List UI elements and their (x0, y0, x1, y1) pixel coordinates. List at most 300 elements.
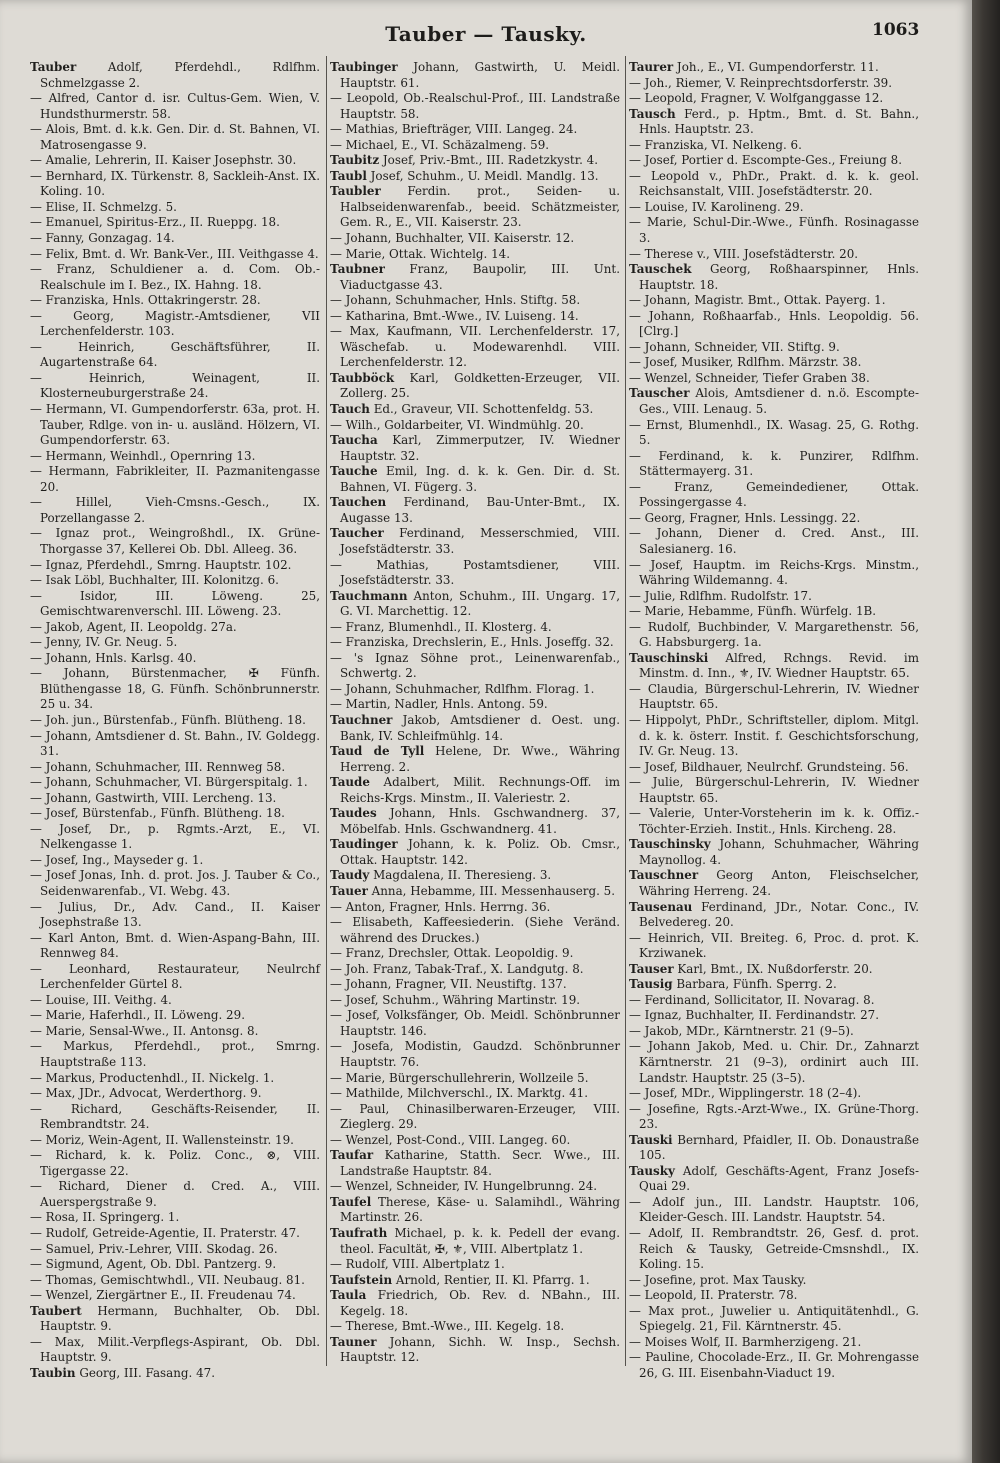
entry-details: Georg Anton, Fleischselcher, Währing Herreng. 24. (639, 868, 919, 898)
directory-entry (330, 1226, 620, 1257)
entry-details: Georg, Roßhaarspinner, Hnls. Hauptstr. 18. (639, 262, 919, 292)
directory-entry (30, 620, 320, 636)
directory-entry (30, 495, 320, 526)
directory-entry (30, 931, 320, 962)
directory-entry (30, 371, 320, 402)
entry-details: — Franz, Gemeindediener, Ottak. Possingergasse 4. (629, 479, 919, 510)
entry-surname: Taudy (330, 868, 370, 883)
directory-entry (629, 962, 919, 978)
entry-details: — Claudia, Bürgerschul-Lehrerin, IV. Wiedner Hauptstr. 65. (629, 681, 919, 712)
column-1 (30, 60, 320, 1381)
entry-details: — Markus, Pferdehdl., prot., Smrng. Hauptstraße 113. (30, 1039, 320, 1069)
directory-entry (30, 309, 320, 340)
directory-entry (629, 262, 919, 293)
directory-entry (629, 900, 919, 931)
directory-entry (30, 1071, 320, 1087)
entry-details: — Felix, Bmt. d. Wr. Bank-Ver., III. Veithgasse 4. (30, 246, 319, 261)
entry-details: — 's Ignaz Söhne prot., Leinenwarenfab., Schwertg. 2. (330, 650, 620, 681)
directory-entry (629, 1102, 919, 1133)
entry-details: — Josef, MDr., Wipplingerstr. 18 (2–4). (629, 1086, 862, 1101)
entry-details: — Josefine, prot. Max Tausky. (629, 1272, 807, 1287)
directory-entry (330, 1288, 620, 1319)
directory-entry (30, 775, 320, 791)
entry-details: — Heinrich, VII. Breiteg. 6, Proc. d. prot. K. Krziwanek. (629, 930, 919, 961)
entry-details: — Marie, Hebamme, Fünfh. Würfelg. 1B. (629, 604, 877, 619)
entry-details: — Johann, Schuhmacher, Hnls. Stiftg. 58. (330, 293, 581, 308)
entry-surname: Taufel (330, 1194, 372, 1209)
entry-surname: Taubitz (330, 153, 380, 168)
directory-entry (30, 1304, 320, 1335)
entry-details: — Therese, Bmt.-Wwe., III. Kegelg. 18. (330, 1319, 565, 1334)
directory-entry (30, 60, 320, 91)
entry-details: — Johann, Schuhmacher, III. Rennweg 58. (30, 759, 286, 774)
directory-entry (330, 184, 620, 231)
directory-entry (30, 1086, 320, 1102)
entry-details: — Ignaz prot., Weingroßhdl., IX. Grüne-Thorgasse 37, Kellerei Ob. Dbl. Alleeg. 36. (30, 526, 320, 556)
entry-details: Adolf, Geschäfts-Agent, Franz Josefs-Quai 29. (639, 1163, 919, 1194)
entry-details: — Ignaz, Buchhalter, II. Ferdinandstr. 27. (629, 1008, 879, 1023)
entry-details: — Adolf jun., III. Landstr. Hauptstr. 106, Kleider-Gesch. III. Landstr. Hauptstr. 54. (629, 1194, 919, 1225)
directory-entry (629, 682, 919, 713)
entry-details: — Johann, Roßhaarfab., Hnls. Leopoldig. 56. [Clrg.] (629, 308, 919, 339)
directory-entry (30, 464, 320, 495)
entry-surname: Taufrath (330, 1226, 388, 1241)
entry-details: Ferdinand, Messerschmied, VIII. Josefstädterstr. 33. (340, 526, 620, 556)
directory-entry (330, 1273, 620, 1289)
entry-details: — Wenzel, Post-Cond., VIII. Langeg. 60. (330, 1132, 571, 1147)
entry-details: — Wenzel, Schneider, Tiefer Graben 38. (629, 370, 870, 385)
directory-entry (30, 1024, 320, 1040)
entry-details: Georg, III. Fasang. 47. (75, 1365, 215, 1380)
entry-details: — Michael, E., VI. Schäzalmeng. 59. (330, 137, 550, 152)
entry-details: — Wenzel, Ziergärtner E., II. Freudenau 74. (30, 1288, 296, 1303)
directory-entry (30, 200, 320, 216)
entry-surname: Taubert (30, 1303, 82, 1318)
directory-entry (330, 153, 620, 169)
entry-details: — Josef, Schuhm., Währing Martinstr. 19. (330, 992, 581, 1007)
directory-entry (629, 169, 919, 200)
entry-details: Adolf, Pferdehdl., Rdlfhm. Schmelzgasse 2. (40, 60, 320, 90)
entry-details: — Johann, Schneider, VII. Stiftg. 9. (629, 339, 840, 354)
directory-entry (30, 1148, 320, 1179)
directory-entry (629, 480, 919, 511)
directory-entry (30, 760, 320, 776)
directory-entry (629, 153, 919, 169)
entry-details: — Hermann, VI. Gumpendorferstr. 63a, prot. H. Tauber, Rdlge. von in- u. ausländ. Hölzern, VI. Gumpendorferstr. 63. (30, 402, 320, 448)
entry-details: Magdalena, II. Theresieng. 3. (369, 868, 552, 883)
directory-entry (629, 355, 919, 371)
entry-details: — Julius, Dr., Adv. Cand., II. Kaiser Josephstraße 13. (30, 899, 320, 930)
directory-entry (330, 433, 620, 464)
directory-entry (330, 231, 620, 247)
entry-details: — Joh. jun., Bürstenfab., Fünfh. Blütheng. 18. (30, 712, 306, 727)
entry-details: — Leonhard, Restaurateur, Neulrchf Lerchenfelder Gürtel 8. (30, 961, 320, 992)
entry-details: Bernhard, Pfaidler, II. Ob. Donaustraße 105. (639, 1132, 919, 1163)
entry-details: — Ferdinand, Sollicitator, II. Novarag. 8. (629, 992, 875, 1007)
entry-surname: Tauchmann (330, 588, 408, 603)
entry-details: — Joh. Franz, Tabak-Traf., X. Landgutg. 8. (330, 961, 584, 976)
directory-entry (330, 91, 620, 122)
entry-surname: Tauber (30, 60, 77, 74)
entry-surname: Tausky (629, 1163, 675, 1178)
entry-details: Franz, Baupolir, III. Unt. Viaductgasse 43. (340, 262, 620, 292)
entry-details: — Johann, Diener d. Cred. Anst., III. Salesianerg. 16. (629, 526, 919, 556)
directory-entry (330, 60, 620, 91)
directory-entry (30, 900, 320, 931)
entry-details: — Franz, Drechsler, Ottak. Leopoldig. 9. (330, 946, 574, 961)
directory-entry (330, 744, 620, 775)
directory-entry (629, 449, 919, 480)
entry-details: Therese, Käse- u. Salamihdl., Währing Martinstr. 26. (340, 1194, 620, 1225)
directory-entry (30, 215, 320, 231)
entry-details: — Adolf, II. Rembrandtstr. 26, Gesf. d. prot. Reich & Tausky, Getreide-Cmsnshdl., IX. Koling. 15. (629, 1226, 919, 1272)
entry-details: — Alois, Bmt. d. k.k. Gen. Dir. d. St. Bahnen, VI. Matrosengasse 9. (30, 122, 320, 152)
directory-entry (629, 1273, 919, 1289)
entry-surname: Tauschek (629, 262, 692, 277)
directory-entry (30, 231, 320, 247)
entry-details: Karl, Bmt., IX. Nußdorferstr. 20. (673, 961, 873, 976)
directory-entry (330, 993, 620, 1009)
entry-details: — Bernhard, IX. Türkenstr. 8, Sackleih-Anst. IX. Koling. 10. (30, 168, 320, 199)
entry-surname: Taucher (330, 526, 384, 541)
entry-details: — Rudolf, Buchbinder, V. Margarethenstr. 56, G. Habsburgerg. 1a. (629, 619, 919, 650)
directory-entry (30, 1288, 320, 1304)
column-3 (629, 60, 919, 1381)
entry-details: — Martin, Nadler, Hnls. Antong. 59. (330, 697, 548, 712)
directory-entry (30, 1242, 320, 1258)
directory-entry (629, 1304, 919, 1335)
directory-entry (30, 449, 320, 465)
entry-surname: Tauer (330, 883, 368, 898)
entry-details: — Marie, Ottak. Wichtelg. 14. (330, 246, 511, 261)
entry-surname: Taubin (30, 1365, 76, 1380)
directory-entry (629, 620, 919, 651)
entry-details: Josef, Priv.-Bmt., III. Radetzkystr. 4. (379, 153, 598, 168)
entry-surname: Taubl (330, 168, 367, 183)
directory-entry (629, 309, 919, 340)
directory-entry (629, 713, 919, 760)
directory-entry (330, 1195, 620, 1226)
entry-details: — Johann, Magistr. Bmt., Ottak. Payerg. 1. (629, 293, 886, 308)
directory-entry (330, 713, 620, 744)
entry-details: — Hermann, Fabrikleiter, II. Pazmanitengasse 20. (30, 464, 320, 494)
entry-details: — Fanny, Gonzagag. 14. (30, 231, 175, 246)
entry-details: — Katharina, Bmt.-Wwe., IV. Luiseng. 14. (330, 308, 579, 323)
directory-entry (30, 1366, 320, 1382)
entry-surname: Taufar (330, 1148, 374, 1163)
entry-details: — Elisabeth, Kaffeesiederin. (Siehe Veränd. während des Druckes.) (330, 915, 620, 945)
directory-entry (30, 340, 320, 371)
entry-details: Ferdinand, JDr., Notar. Conc., IV. Belvedereg. 20. (639, 899, 919, 930)
directory-entry (330, 1319, 620, 1335)
entry-details: — Ernst, Blumenhdl., IX. Wasag. 25, G. Rothg. 5. (629, 417, 919, 448)
directory-entry (330, 806, 620, 837)
entry-details: Karl, Goldketten-Erzeuger, VII. Zollerg. 25. (340, 370, 620, 401)
entry-details: Jakob, Amtsdiener d. Oest. ung. Bank, IV. Schleifmühlg. 14. (340, 712, 620, 743)
directory-entry (330, 697, 620, 713)
entry-details: — Franziska, Drechslerin, E., Hnls. Joseffg. 32. (330, 635, 614, 650)
entry-surname: Tauschner (629, 868, 699, 883)
directory-entry (30, 962, 320, 993)
entry-details: — Isak Löbl, Buchhalter, III. Kolonitzg. 6. (30, 573, 279, 588)
directory-entry (330, 837, 620, 868)
directory-entry (330, 247, 620, 263)
entry-details: — Max, Kaufmann, VII. Lerchenfelderstr. 17, Wäschefab. u. Modewarenhdl. VIII. Lerchenfelderstr. 12. (330, 324, 620, 370)
directory-entry (330, 122, 620, 138)
directory-entry (330, 526, 620, 557)
entry-details: — Karl Anton, Bmt. d. Wien-Aspang-Bahn, III. Rennweg 84. (30, 930, 320, 961)
entry-details: — Heinrich, Weinagent, II. Klosterneuburgerstraße 24. (30, 370, 320, 401)
directory-entry (629, 1133, 919, 1164)
entry-surname: Tauchner (330, 712, 393, 727)
directory-entry (629, 1086, 919, 1102)
directory-entry (330, 169, 620, 185)
directory-entry (629, 511, 919, 527)
entry-details: — Hillel, Vieh-Cmsns.-Gesch., IX. Porzellangasse 2. (30, 495, 320, 525)
directory-entry (30, 713, 320, 729)
directory-entry (30, 868, 320, 899)
directory-entry (30, 91, 320, 122)
entry-details: — Louise, IV. Karolineng. 29. (629, 199, 804, 214)
entry-details: — Franziska, Hnls. Ottakringerstr. 28. (30, 293, 261, 308)
entry-details: — Johann, Gastwirth, VIII. Lercheng. 13. (30, 790, 277, 805)
entry-details: Johann, Schuhmacher, Währing Maynollog. 4. (639, 837, 919, 867)
directory-entry (30, 526, 320, 557)
entry-details: — Josef, Dr., p. Rgmts.-Arzt, E., VI. Nelkengasse 1. (30, 821, 320, 852)
directory-entry (330, 402, 620, 418)
directory-entry (30, 1226, 320, 1242)
directory-entry (629, 931, 919, 962)
entry-surname: Taufstein (330, 1272, 393, 1287)
directory-entry (30, 822, 320, 853)
column-2 (330, 60, 620, 1366)
directory-entry (629, 604, 919, 620)
entry-details: — Marie, Bürgerschullehrerin, Wollzeile 5. (330, 1070, 589, 1085)
directory-entry (629, 806, 919, 837)
directory-entry (330, 900, 620, 916)
directory-entry (629, 775, 919, 806)
entry-surname: Taudinger (330, 837, 398, 852)
entry-details: Ferdinand, Bau-Unter-Bmt., IX. Augasse 13. (340, 495, 620, 525)
directory-entry (629, 247, 919, 263)
directory-entry (330, 495, 620, 526)
entry-surname: Taucha (330, 433, 378, 448)
entry-details: — Leopold, Ob.-Realschul-Prof., III. Landstraße Hauptstr. 58. (330, 91, 620, 121)
entry-details: — Valerie, Unter-Vorsteherin im k. k. Offiz.-Töchter-Erzieh. Instit., Hnls. Kircheng. 28. (629, 806, 919, 836)
directory-entry (629, 837, 919, 868)
entry-surname: Tauchen (330, 495, 387, 510)
directory-entry (330, 1008, 620, 1039)
directory-entry (30, 169, 320, 200)
entry-details: — Johann, Buchhalter, VII. Kaiserstr. 12. (330, 231, 575, 246)
entry-details: — Markus, Productenhdl., II. Nickelg. 1. (30, 1070, 275, 1085)
entry-details: — Wenzel, Schneider, IV. Hungelbrunng. 24. (330, 1179, 598, 1194)
entry-details: — Franz, Schuldiener a. d. Com. Ob.-Realschule im I. Bez., IX. Hahng. 18. (30, 262, 320, 292)
entry-details: Josef, Schuhm., U. Meidl. Mandlg. 13. (366, 168, 599, 183)
directory-entry (30, 651, 320, 667)
directory-entry (330, 324, 620, 371)
entry-details: — Marie, Schul-Dir.-Wwe., Fünfh. Rosinagasse 3. (629, 215, 919, 246)
directory-entry (330, 1102, 620, 1133)
entry-details: Emil, Ing. d. k. k. Gen. Dir. d. St. Bahnen, VI. Fügerg. 3. (340, 464, 620, 494)
directory-entry (629, 1226, 919, 1273)
directory-entry (330, 1039, 620, 1070)
directory-entry (330, 977, 620, 993)
directory-entry (330, 293, 620, 309)
entry-details: Anna, Hebamme, III. Messenhauserg. 5. (367, 883, 615, 898)
directory-entry (330, 464, 620, 495)
entry-details: — Rosa, II. Springerg. 1. (30, 1210, 180, 1225)
directory-entry (629, 760, 919, 776)
directory-entry (330, 262, 620, 293)
directory-entry (629, 200, 919, 216)
entry-surname: Taubner (330, 262, 385, 277)
directory-entry (30, 293, 320, 309)
directory-entry (629, 589, 919, 605)
directory-entry (30, 153, 320, 169)
directory-entry (629, 91, 919, 107)
directory-entry (629, 1164, 919, 1195)
directory-entry (30, 1335, 320, 1366)
entry-details: — Mathias, Postamtsdiener, VIII. Josefstädterstr. 33. (330, 557, 620, 588)
entry-details: Ferd., p. Hptm., Bmt. d. St. Bahn., Hnls. Hauptstr. 23. (639, 106, 919, 137)
entry-surname: Tausig (629, 977, 673, 992)
directory-entry (330, 962, 620, 978)
entry-details: — Mathias, Briefträger, VIII. Langeg. 24. (330, 122, 578, 137)
directory-entry (629, 977, 919, 993)
directory-entry (330, 884, 620, 900)
entry-details: Alois, Amtsdiener d. n.ö. Escompte-Ges., VIII. Lenaug. 5. (639, 386, 919, 417)
directory-entry (629, 293, 919, 309)
entry-details: — Wilh., Goldarbeiter, VI. Windmühlg. 20. (330, 417, 584, 432)
directory-entry (330, 1071, 620, 1087)
directory-entry (330, 589, 620, 620)
directory-entry (30, 635, 320, 651)
directory-entry (629, 215, 919, 246)
directory-entry (30, 262, 320, 293)
entry-details: — Max, JDr., Advocat, Werderthorg. 9. (30, 1086, 262, 1101)
directory-entry (629, 651, 919, 682)
entry-details: — Pauline, Chocolade-Erz., II. Gr. Mohrengasse 26, G. III. Eisenbahn-Viaduct 19. (629, 1350, 919, 1380)
directory-entry (30, 791, 320, 807)
entry-details: — Johann, Fragner, VII. Neustiftg. 137. (330, 977, 567, 992)
directory-entry (330, 1257, 620, 1273)
entry-details: — Josef Jonas, Inh. d. prot. Jos. J. Tauber & Co., Seidenwarenfab., VI. Webg. 43. (30, 868, 320, 898)
directory-entry (629, 558, 919, 589)
entry-details: — Max prot., Juwelier u. Antiquitätenhdl., G. Spiegelg. 21, Fil. Kärntnerstr. 45. (629, 1303, 919, 1334)
entry-details: — Jakob, MDr., Kärntnerstr. 21 (9–5). (629, 1023, 854, 1038)
directory-entry (629, 60, 919, 76)
directory-entry (629, 993, 919, 1009)
directory-entry (629, 418, 919, 449)
directory-entry (330, 775, 620, 806)
directory-entry (330, 1179, 620, 1195)
entry-details: — Rudolf, VIII. Albertplatz 1. (330, 1257, 505, 1272)
entry-details: — Josef, Volksfänger, Ob. Meidl. Schönbrunner Hauptstr. 146. (330, 1008, 620, 1038)
directory-entry (30, 666, 320, 713)
entry-details: Ferdin. prot., Seiden- u. Halbseidenwarenfab., beeid. Schätzmeister, Gem. R., E., VII. Kaiserstr. 23. (340, 184, 620, 230)
entry-surname: Taula (330, 1288, 367, 1303)
entry-details: — Leopold, II. Praterstr. 78. (629, 1288, 798, 1303)
entry-surname: Tauschinsky (629, 837, 711, 852)
entry-details: — Josef, Bildhauer, Neulrchf. Grundsteing. 56. (629, 759, 909, 774)
directory-entry (30, 1008, 320, 1024)
entry-details: — Josef, Ing., Mayseder g. 1. (30, 852, 204, 867)
page-number: 1063 (872, 20, 920, 40)
directory-entry (30, 122, 320, 153)
entry-details: Helene, Dr. Wwe., Währing Herreng. 2. (340, 744, 620, 774)
entry-surname: Taubler (330, 184, 381, 199)
directory-entry (629, 386, 919, 417)
entry-details: — Mathilde, Milchverschl., IX. Marktg. 41. (330, 1086, 589, 1101)
directory-entry (30, 558, 320, 574)
entry-surname: Tauski (629, 1132, 673, 1147)
entry-details: — Joh., Riemer, V. Reinprechtsdorferstr. 39. (629, 75, 892, 90)
page-header-title: Tauber — Tausky. (385, 22, 587, 46)
entry-details: — Ferdinand, k. k. Punzirer, Rdlfhm. Stättermayerg. 31. (629, 448, 919, 479)
directory-entry (30, 806, 320, 822)
directory-entry (629, 1024, 919, 1040)
directory-entry (629, 1288, 919, 1304)
entry-details: Karl, Zimmerputzer, IV. Wiedner Hauptstr. 32. (340, 433, 620, 463)
entry-details: — Emanuel, Spiritus-Erz., II. Rueppg. 18. (30, 215, 280, 230)
entry-surname: Tauser (629, 961, 674, 976)
directory-entry (30, 589, 320, 620)
directory-entry (629, 1195, 919, 1226)
entry-details: — Alfred, Cantor d. isr. Cultus-Gem. Wien, V. Hundsthurmerstr. 58. (30, 91, 320, 121)
directory-entry (30, 247, 320, 263)
entry-details: — Leopold v., PhDr., Prakt. d. k. k. geol. Reichsanstalt, VIII. Josefstädterstr. 20. (629, 168, 919, 199)
entry-details: — Franz, Blumenhdl., II. Klosterg. 4. (330, 619, 552, 634)
directory-entry (629, 1008, 919, 1024)
entry-details: — Johann, Schuhmacher, Rdlfhm. Florag. 1. (330, 681, 595, 696)
entry-details: — Leopold, Fragner, V. Wolfganggasse 12. (629, 91, 884, 106)
entry-details: — Josefine, Rgts.-Arzt-Wwe., IX. Grüne-Thorg. 23. (629, 1101, 919, 1132)
entry-surname: Tauch (330, 402, 370, 417)
entry-surname: Taubböck (330, 370, 395, 385)
directory-entry (30, 402, 320, 449)
entry-surname: Tausch (629, 106, 676, 121)
entry-details: Katharine, Statth. Secr. Wwe., III. Landstraße Hauptstr. 84. (340, 1148, 620, 1178)
entry-surname: Taurer (629, 60, 674, 74)
entry-surname: Taubinger (330, 60, 398, 74)
directory-entry (330, 915, 620, 946)
directory-entry (629, 1335, 919, 1351)
entry-details: Alfred, Rchngs. Revid. im Minstm. d. Inn., ⚜, IV. Wiedner Hauptstr. 65. (639, 650, 919, 681)
entry-details: — Louise, III. Veithg. 4. (30, 992, 172, 1007)
entry-details: Johann, Gastwirth, U. Meidl. Hauptstr. 61. (340, 60, 620, 90)
directory-entry (629, 868, 919, 899)
entry-surname: Taude (330, 775, 370, 790)
entry-surname: Taudes (330, 806, 377, 821)
entry-details: — Georg, Fragner, Hnls. Lessingg. 22. (629, 510, 861, 525)
entry-details: Friedrich, Ob. Rev. d. NBahn., III. Kegelg. 18. (340, 1288, 620, 1318)
directory-entry (330, 1335, 620, 1366)
entry-details: — Josef, Portier d. Escompte-Ges., Freiung 8. (629, 153, 903, 168)
directory-entry (330, 946, 620, 962)
directory-entry (330, 418, 620, 434)
directory-entry (330, 635, 620, 651)
directory-entry (629, 526, 919, 557)
entry-details: — Moises Wolf, II. Barmherzigeng. 21. (629, 1334, 862, 1349)
directory-entry (330, 868, 620, 884)
entry-details: Barbara, Fünfh. Sperrg. 2. (672, 977, 837, 992)
directory-entry (330, 620, 620, 636)
entry-details: Joh., E., VI. Gumpendorferstr. 11. (673, 60, 879, 74)
column-divider (326, 56, 327, 1366)
directory-entry (629, 371, 919, 387)
entry-details: — Johann, Amtsdiener d. St. Bahn., IV. Goldegg. 31. (30, 728, 320, 759)
